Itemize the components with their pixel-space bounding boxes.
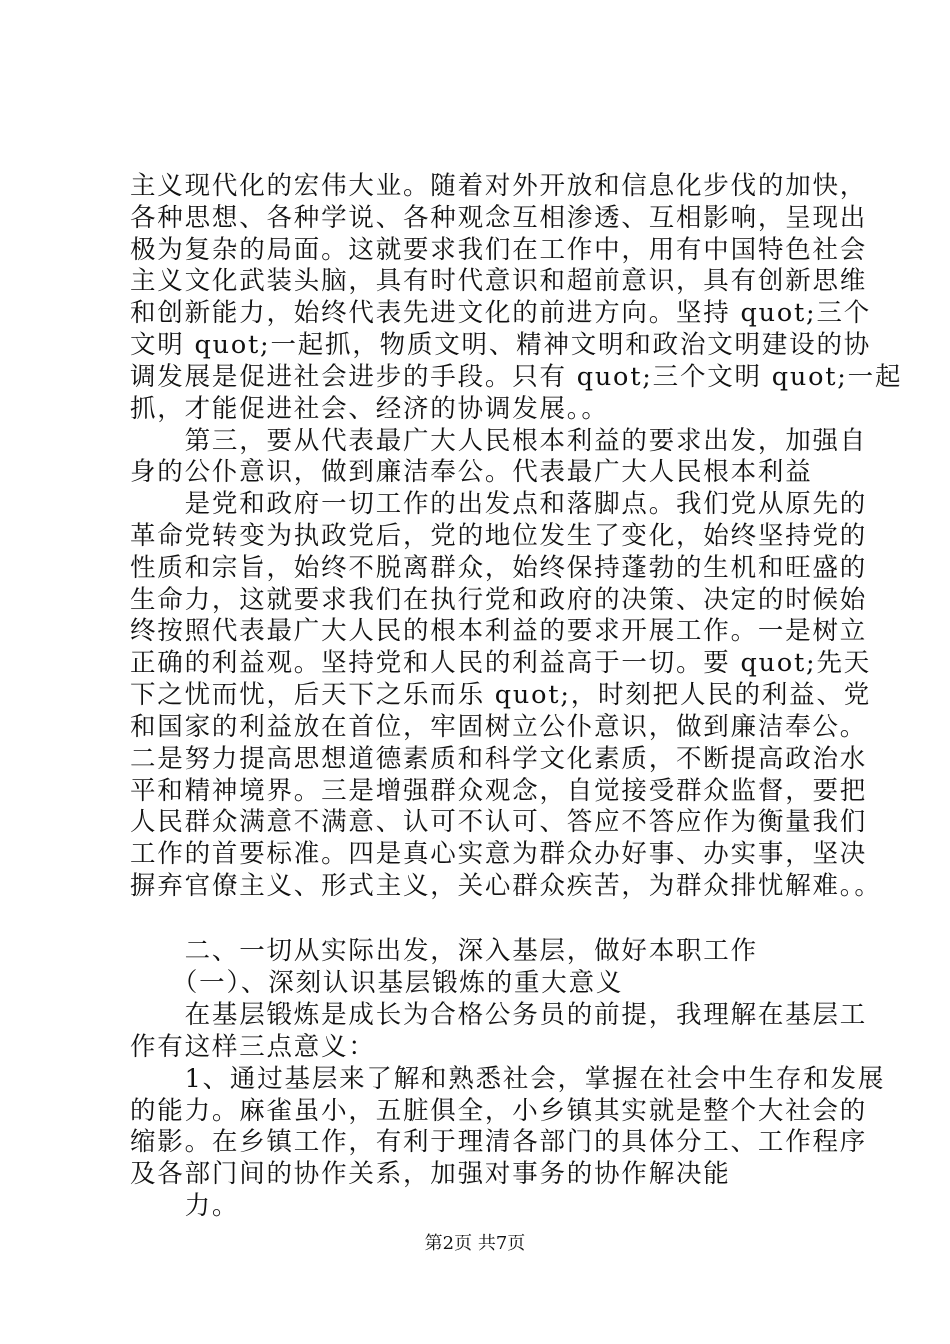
text-line: 第三，要从代表最广大人民根本利益的要求出发，加强自 xyxy=(130,425,868,456)
text-line: 终按照代表最广大人民的根本利益的要求开展工作。一是树立 xyxy=(130,616,868,647)
text-line: 性质和宗旨，始终不脱离群众，始终保持蓬勃的生机和旺盛的 xyxy=(130,552,868,583)
text-line: 下之忧而忧，后天下之乐而乐 quot;，时刻把人民的利益、党 xyxy=(130,680,872,711)
text-line: 在基层锻炼是成长为合格公务员的前提，我理解在基层工 xyxy=(130,1000,868,1031)
subsection-heading: （一）、深刻认识基层锻炼的重大意义 xyxy=(130,968,624,999)
text-line: 主义现代化的宏伟大业。随着对外开放和信息化步伐的加快， xyxy=(130,171,868,201)
text-line: 二是努力提高思想道德素质和科学文化素质，不断提高政治水 xyxy=(130,743,868,774)
text-line: 及各部门间的协作关系，加强对事务的协作解决能 xyxy=(130,1159,731,1190)
text-line: 1、通过基层来了解和熟悉社会，掌握在社会中生存和发展 xyxy=(130,1063,886,1094)
text-line: 抓，才能促进社会、经济的协调发展。。 xyxy=(130,393,609,424)
text-line: 正确的利益观。坚持党和人民的利益高于一切。要 quot;先天 xyxy=(130,648,872,679)
text-line: 的能力。麻雀虽小，五脏俱全，小乡镇其实就是整个大社会的 xyxy=(130,1095,868,1126)
text-line: 力。 xyxy=(130,1191,240,1221)
text-line: 调发展是促进社会进步的手段。只有 quot;三个文明 quot;一起 xyxy=(130,361,903,392)
text-line: 和创新能力，始终代表先进文化的前进方向。坚持 quot;三个 xyxy=(130,298,872,329)
text-line: 和国家的利益放在首位，牢固树立公仆意识，做到廉洁奉公。 xyxy=(130,711,868,742)
text-line: 平和精神境界。三是增强群众观念，自觉接受群众监督，要把 xyxy=(130,775,868,806)
text-line: 生命力，这就要求我们在执行党和政府的决策、决定的时候始 xyxy=(130,584,868,615)
text-line: 是党和政府一切工作的出发点和落脚点。我们党从原先的 xyxy=(130,489,868,520)
section-heading: 二、一切从实际出发，深入基层，做好本职工作 xyxy=(130,936,758,967)
page-footer: 第2页 共7页 xyxy=(424,1233,526,1254)
text-line: 革命党转变为执政党后，党的地位发生了变化，始终坚持党的 xyxy=(130,521,868,551)
text-line: 文明 quot;一起抓，物质文明、精神文明和政治文明建设的协 xyxy=(130,330,872,361)
text-line: 工作的首要标准。四是真心实意为群众办好事、办实事，坚决 xyxy=(130,839,868,870)
text-line: 摒弃官僚主义、形式主义，关心群众疾苦，为群众排忧解难。。 xyxy=(130,871,882,902)
text-line: 人民群众满意不满意、认可不认可、答应不答应作为衡量我们 xyxy=(130,807,868,838)
text-line: 主义文化武装头脑，具有时代意识和超前意识，具有创新思维 xyxy=(130,266,868,297)
text-line: 身的公仆意识，做到廉洁奉公。代表最广大人民根本利益 xyxy=(130,457,813,488)
text-line: 作有这样三点意义： xyxy=(130,1031,376,1062)
text-line: 缩影。在乡镇工作，有利于理清各部门的具体分工、工作程序 xyxy=(130,1127,868,1158)
text-line: 各种思想、各种学说、各种观念互相渗透、互相影响，呈现出 xyxy=(130,202,868,233)
text-line: 极为复杂的局面。这就要求我们在工作中，用有中国特色社会 xyxy=(130,234,868,265)
